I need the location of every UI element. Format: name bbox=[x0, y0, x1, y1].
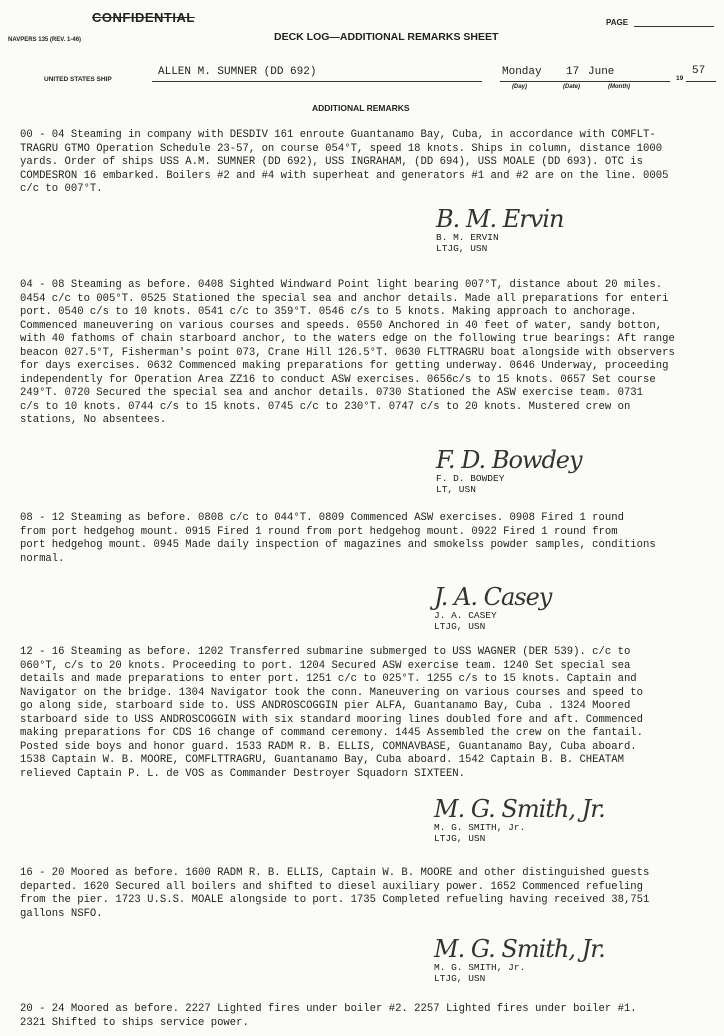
entry-line: stations, No absentees. bbox=[20, 414, 167, 426]
handwritten-signature: M. G. Smith, Jr. bbox=[434, 935, 605, 963]
signer-name: M. G. SMITH, Jr. bbox=[434, 962, 526, 973]
entry-line: 1538 Captain W. B. MOORE, COMFLTTRAGRU, Guantanamo Bay, Cuba aboard. 1542 Captain B. B. CHEATAM bbox=[20, 754, 624, 766]
signer-rank: LTJG, USN bbox=[434, 973, 486, 984]
entry-line: c/c to 007°T. bbox=[20, 183, 103, 195]
handwritten-signature: F. D. Bowdey bbox=[436, 446, 582, 474]
log-year: 57 bbox=[692, 65, 706, 77]
entry-line: 2321 Shifted to ships service power. bbox=[20, 1016, 249, 1029]
entry-line: port hedgehog mount. 0945 Made daily inspection of magazines and smokelss powder samples, conditions bbox=[20, 539, 656, 551]
entry-line: from port hedgehog mount. 0915 Fired 1 round from port hedgehog mount. 0922 Fired 1 round from bbox=[20, 525, 618, 538]
entry-line: normal. bbox=[20, 552, 65, 565]
entry-line: 20 - 24 Moored as before. 2227 Lighted fires under boiler #2. 2257 Lighted fires under boiler #1. bbox=[20, 1003, 637, 1015]
entry-line: from the pier. 1723 U.S.S. MOALE alongside to port. 1735 Completed refueling having received 38,751 bbox=[20, 894, 650, 906]
entry-line: starboard side to USS ANDROSCOGGIN with six standard mooring lines doubled fore and aft. Commenced bbox=[20, 713, 644, 726]
entry-line: 00 - 04 Steaming in company with DESDIV 161 enroute Guantanamo Bay, Cuba, in accordance with COMFLT- bbox=[20, 129, 656, 141]
signature-block bbox=[436, 206, 563, 254]
ship-name-line bbox=[152, 81, 482, 82]
entry-line: with 40 fathoms of chain starboard anchor, to the waters edge on the following true bearings: Aft range bbox=[20, 333, 675, 345]
signer-name: F. D. BOWDEY bbox=[436, 473, 505, 484]
entry-line: Commenced maneuvering on various courses and speeds. 0550 Anchored in 40 feet of water, sandy botton, bbox=[20, 319, 663, 332]
day-caption: (Day) bbox=[512, 84, 528, 90]
log-date: 17 bbox=[566, 66, 580, 78]
entry-line: 16 - 20 Moored as before. 1600 RADM R. B. ELLIS, Captain W. B. MOORE and other distinguished guests bbox=[20, 867, 650, 879]
signer-rank: LTJG, USN bbox=[434, 621, 486, 632]
entry-line: 12 - 16 Steaming as before. 1202 Transferred submarine submerged to USS WAGNER (DER 539). c/c to bbox=[20, 646, 631, 658]
entry-line: yards. Order of ships USS A.M. SUMNER (DD 692), USS INGRAHAM, (DD 694), USS MOALE (DD 693). OTC is bbox=[20, 156, 644, 168]
entry-line: details and made preparations to enter port. 1251 c/c to 025°T. 1255 c/s to 15 knots. Captain and bbox=[20, 673, 637, 685]
form-title: DECK LOG—ADDITIONAL REMARKS SHEET bbox=[274, 31, 499, 43]
entry-line: Navigator on the bridge. 1304 Navigator took the conn. Maneuvering on various courses and speed to bbox=[20, 686, 644, 699]
entry-line: 0454 c/c to 005°T. 0525 Stationed the special sea and anchor details. Made all preparations for enteri bbox=[20, 292, 669, 305]
year-prefix: 19 bbox=[676, 75, 684, 82]
signature-block bbox=[434, 796, 605, 844]
form-number: NAVPERS 135 (REV. 1-46) bbox=[8, 37, 82, 43]
entry-line: COMDESRON 16 embarked. Boilers #2 and #4 with superheat and generators #1 and #2 are on the line. 0005 bbox=[20, 169, 669, 182]
ship-name: ALLEN M. SUMNER (DD 692) bbox=[158, 66, 317, 78]
entry-line: 08 - 12 Steaming as before. 0808 c/c to 044°T. 0809 Commenced ASW exercises. 0908 Fired 1 round bbox=[20, 512, 624, 524]
watch-entry-08-12 bbox=[20, 512, 716, 566]
entry-line: TRAGRU GTMO Operation Schedule 23-57, on course 054°T, speed 18 knots. Ships in column, distance 1000 bbox=[20, 142, 663, 155]
section-title: ADDITIONAL REMARKS bbox=[312, 103, 410, 113]
signer-name: J. A. CASEY bbox=[434, 610, 497, 621]
entry-line: departed. 1620 Secured all boilers and shifted to diesel auxiliary power. 1652 Commenced refueling bbox=[20, 880, 644, 893]
log-day: Monday bbox=[502, 66, 542, 78]
year-line bbox=[686, 81, 716, 82]
signer-rank: LTJG, USN bbox=[434, 833, 486, 844]
watch-entry-12-16 bbox=[20, 646, 716, 781]
signer-rank: LTJG, USN bbox=[436, 243, 488, 254]
signer-name: B. M. ERVIN bbox=[436, 232, 499, 243]
month-caption: (Month) bbox=[608, 84, 630, 90]
entry-line: for days exercises. 0632 Commenced making preparations for getting underway. 0646 Underway, proceeding bbox=[20, 360, 669, 372]
date-caption: (Date) bbox=[563, 84, 581, 90]
watch-entry-20-24 bbox=[20, 1003, 716, 1030]
signature-block bbox=[436, 447, 582, 495]
handwritten-signature: B. M. Ervin bbox=[436, 205, 564, 233]
signer-rank: LT, USN bbox=[436, 484, 476, 495]
signature-block bbox=[434, 584, 551, 632]
entry-line: Posted side boys and honor guard. 1533 RADM R. B. ELLIS, COMNAVBASE, Guantanamo Bay, Cuba aboard. bbox=[20, 740, 637, 753]
entry-line: relieved Captain P. L. de VOS as Commander Destroyer Squadorn SIXTEEN. bbox=[20, 767, 466, 780]
ship-label: UNITED STATES SHIP bbox=[44, 76, 112, 83]
watch-entry-00-04 bbox=[20, 129, 716, 197]
entry-line: c/s to 10 knots. 0744 c/s to 15 knots. 0745 c/c to 230°T. 0747 c/s to 20 knots. Mustered crew on bbox=[20, 400, 631, 413]
watch-entry-16-20 bbox=[20, 867, 716, 921]
page-number-line bbox=[634, 26, 714, 27]
entry-line: making preparations for CDS 16 change of command ceremony. 1445 Assembled the crew on the fantail. bbox=[20, 727, 644, 739]
signer-name: M. G. SMITH, Jr. bbox=[434, 822, 526, 833]
entry-line: gallons NSFO. bbox=[20, 907, 103, 920]
entry-line: beacon 027.5°T, Fisherman's point 073, Crane Hill 126.5°T. 0630 FLTTRAGRU boat alongside with observers bbox=[20, 346, 675, 359]
handwritten-signature: J. A. Casey bbox=[434, 583, 552, 611]
handwritten-signature: M. G. Smith, Jr. bbox=[434, 795, 605, 823]
signature-block bbox=[434, 936, 605, 984]
log-month: June bbox=[588, 66, 615, 78]
entry-line: 249°T. 0720 Secured the special sea and anchor details. 0730 Stationed the ASW exercise team. 0731 bbox=[20, 387, 644, 399]
entry-line: port. 0540 c/s to 10 knots. 0541 c/c to 359°T. 0546 c/s to 5 knots. Making approach to anchorage. bbox=[20, 306, 637, 318]
entry-line: 04 - 08 Steaming as before. 0408 Sighted Windward Point light bearing 007°T, distance about 20 miles. bbox=[20, 279, 663, 291]
date-line bbox=[500, 81, 670, 82]
entry-line: independently for Operation Area ZZ16 to conduct ASW exercises. 0656c/s to 15 knots. 0657 Set course bbox=[20, 373, 656, 386]
entry-line: go along side, starboard side to. USS ANDROSCOGGIN pier ALFA, Guantanamo Bay, Cuba . 1324 Moored bbox=[20, 700, 631, 712]
page-label: PAGE bbox=[606, 18, 629, 27]
classification-marking: CONFIDENTIAL bbox=[92, 10, 195, 25]
watch-entry-04-08 bbox=[20, 279, 716, 428]
entry-line: 060°T, c/s to 20 knots. Proceeding to port. 1204 Secured ASW exercise team. 1240 Set special sea bbox=[20, 659, 631, 672]
